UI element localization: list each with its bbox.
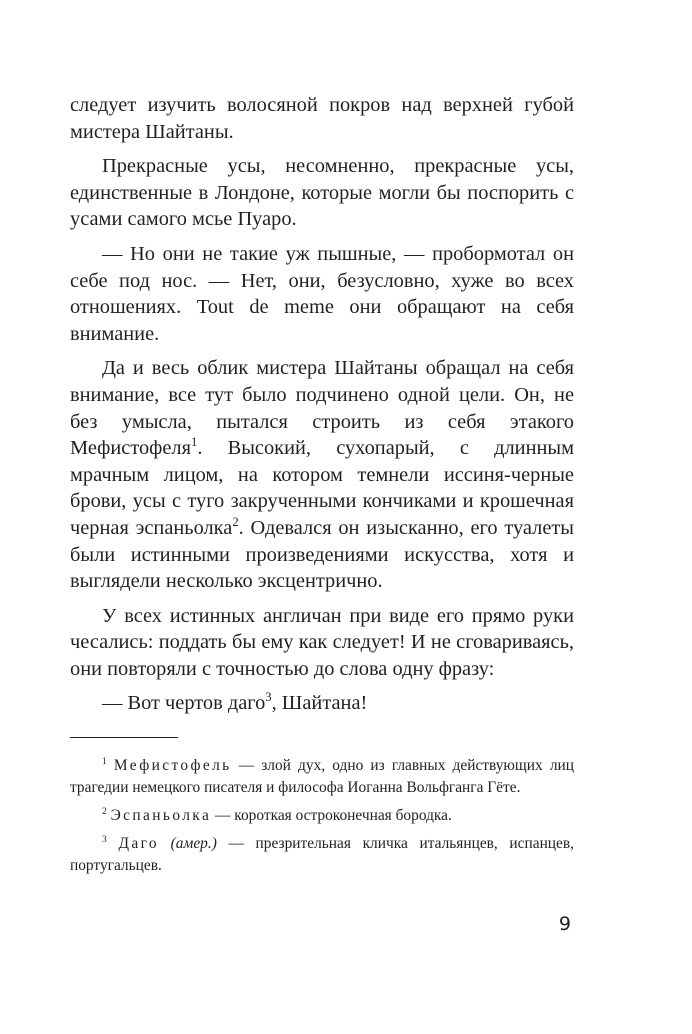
footnote-text: — короткая остроконечная бородка. [211,807,452,825]
footnote-term: Мефистофель [113,757,232,775]
footnote-text: — злой дух, одно из главных действующих лиц трагедии немецкого писателя и философа Иоганна Вольфганга Гёте. [70,757,574,797]
page-body [70,92,574,877]
footnote-2 [70,805,574,827]
paragraph-6-part-2: , Шайтана! [271,692,368,715]
paragraph-4-part-2: . Высокий, сухопарый, с длинным мрачным лицом, на котором темнели иссиня-черные брови, усы с туго закрученными кончиками и крошечная черная эспаньолка [70,437,574,539]
footnote-number: 1 [102,756,107,768]
page-number: 9 [558,913,571,935]
footnote-3 [70,833,574,877]
footnote-text: — презрительная кличка итальянцев, испанцев, португальцев. [70,835,574,875]
paragraph-4-part-3: . Одевался он изысканно, его туалеты были истинными произведениями искусства, хотя и выглядели несколько эксцентрично. [70,516,574,593]
footnote-number: 2 [102,806,107,818]
paragraph-5: У всех истинных англичан при виде его прямо руки чесались: поддать бы ему как следует! И не сговариваясь, они повторяли с точностью до слова одну фразу: [70,604,574,680]
footnote-1 [70,755,574,799]
footnote-qualifier: (амер.) [170,835,217,853]
footnote-term: Даго [118,835,159,853]
paragraph-4-part-1: Да и весь облик мистера Шайтаны обращал на себя внимание, все тут было подчинено одной цели. Он, не без умысла, пытался строить из себя этакого Мефистофеля [70,357,574,460]
footnote-term: Эспаньолка [110,807,212,825]
paragraph-6-part-1: — Вот чертов даго [102,692,266,715]
footnote-ref-2: 2 [232,515,239,530]
footnote-divider [70,737,178,738]
footnote-ref-3: 3 [265,690,272,705]
main-text [70,92,574,717]
footnotes [70,755,574,877]
paragraph-1: следует изучить волосяной покров над верхней губой мистера Шайтаны. [70,94,574,143]
paragraph-4 [70,355,574,594]
paragraph-2: Прекрасные усы, несомненно, прекрасные усы, единственные в Лондоне, которые могли бы поспорить с усами самого мсье Пуаро. [70,155,574,231]
paragraph-3: — Но они не такие уж пышные, — пробормотал он себе под нос. — Нет, они, безусловно, хуже во всех отношениях. Tout de meme они обращают на себя внимание. [70,242,574,345]
paragraph-6 [70,690,574,717]
footnote-ref-1: 1 [191,435,198,450]
footnote-number: 3 [102,834,107,846]
